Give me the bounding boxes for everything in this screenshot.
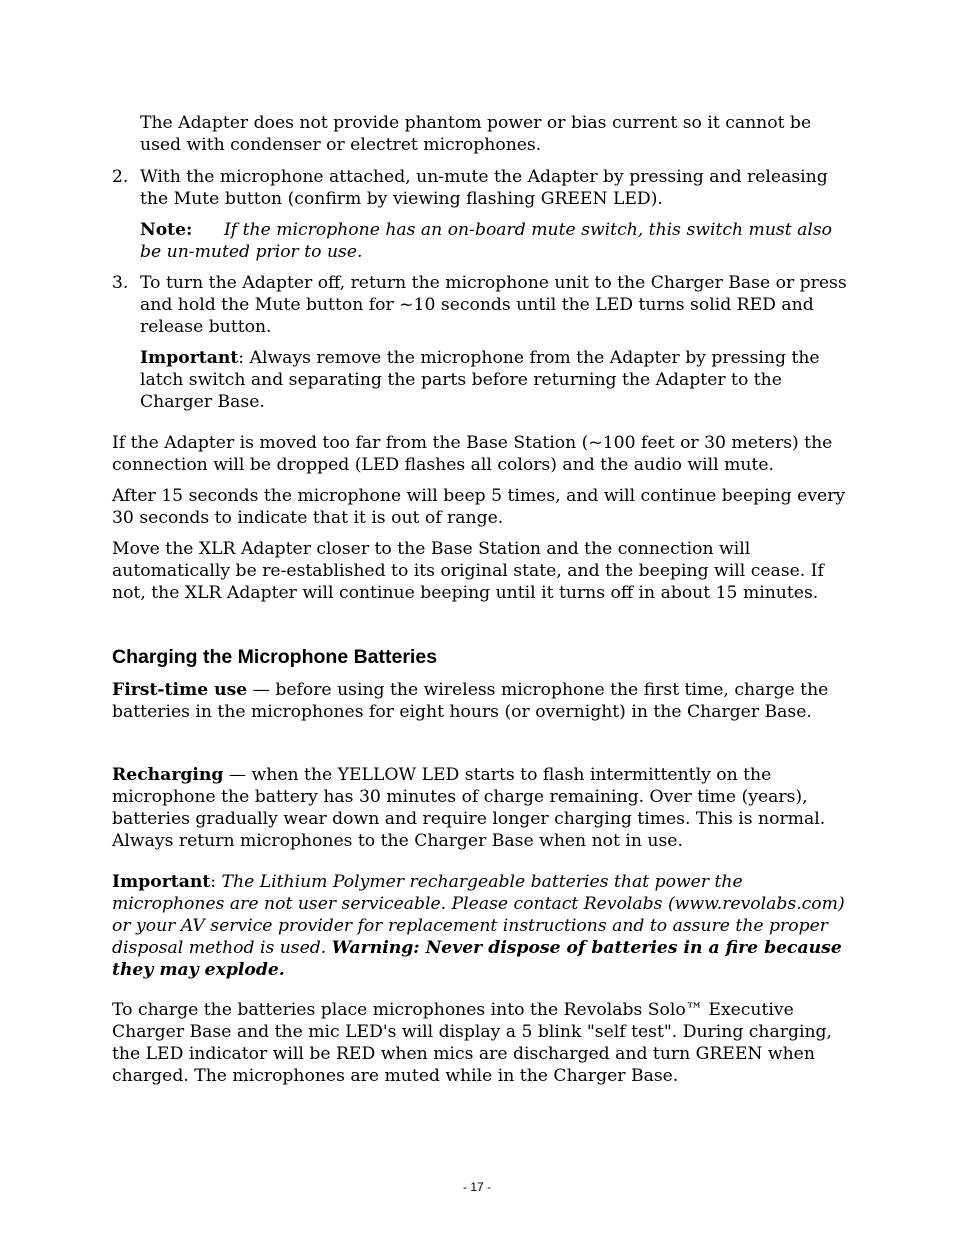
- recharging-text: — when the YELLOW LED starts to flash intermittently on the microphone the battery has 30 minutes of charge remaining. Over time (years), batteries gradually wear down and require longer charging times. This is normal. Always return microphones to the Charger Base when not in use.: [112, 765, 826, 851]
- important-label: Important: [140, 348, 239, 368]
- range-text-2: After 15 seconds the microphone will beep 5 times, and will continue beeping every 30 seconds to indicate that it is out of range.: [112, 486, 846, 528]
- battery-important-colon: :: [210, 872, 222, 892]
- fire-warning: Warning: Never dispose of batteries in a fire because they may explode.: [112, 938, 842, 980]
- range-paragraph-2: [112, 485, 852, 529]
- note-label: Note:: [140, 220, 193, 240]
- recharging-label: Recharging: [112, 765, 224, 785]
- page-number: - 17 -: [462, 1180, 491, 1194]
- range-paragraph-3: [112, 538, 852, 604]
- adapter-note-paragraph: [140, 112, 855, 156]
- step-2-text: With the microphone attached, un-mute the Adapter by pressing and releasing the Mute button (confirm by viewing flashing GREEN LED).: [140, 167, 828, 209]
- step-2-paragraph: [140, 166, 855, 210]
- step-3-important: [140, 347, 855, 413]
- charging-instructions-text: To charge the batteries place microphones into the Revolabs Solo™ Executive Charger Base and the mic LED's will display a 5 blink "self test". During charging, the LED indicator will be RED when mics are discharged and turn GREEN when charged. The microphones are muted while in the Charger Base.: [112, 1000, 833, 1086]
- range-text-3: Move the XLR Adapter closer to the Base Station and the connection will automatically be re-established to its original state, and the beeping will cease. If not, the XLR Adapter will continue beeping until it turns off in about 15 minutes.: [112, 539, 824, 603]
- first-time-use-paragraph: [112, 679, 852, 723]
- step-2-note: [140, 219, 855, 263]
- adapter-note-text: The Adapter does not provide phantom power or bias current so it cannot be used with condenser or electret microphones.: [140, 113, 812, 155]
- battery-important-paragraph: [112, 871, 852, 981]
- range-text-1: If the Adapter is moved too far from the Base Station (~100 feet or 30 meters) the connection will be dropped (LED flashes all colors) and the audio will mute.: [112, 433, 833, 475]
- battery-important-label: Important: [112, 872, 211, 892]
- section-heading: Charging the Microphone Batteries: [112, 646, 438, 668]
- battery-important-text: The Lithium Polymer rechargeable batteries that power the microphones are not user serviceable. Please contact Revolabs (www.revolabs.com) or your AV service provider for replacement instructions and to assure the proper disposal method is used.: [112, 872, 845, 958]
- step-3-text: To turn the Adapter off, return the microphone unit to the Charger Base or press and hold the Mute button for ~10 seconds until the LED turns solid RED and release button.: [140, 273, 847, 337]
- first-time-use-label: First-time use: [112, 680, 248, 700]
- recharging-paragraph: [112, 764, 852, 852]
- step-3-number: 3.: [112, 273, 129, 293]
- note-text: If the microphone has an on-board mute switch, this switch must also be un-muted prior to use.: [140, 220, 833, 262]
- step-3-paragraph: [140, 272, 855, 338]
- charging-instructions-paragraph: [112, 999, 852, 1087]
- important-text: : Always remove the microphone from the Adapter by pressing the latch switch and separating the parts before returning the Adapter to the Charger Base.: [140, 348, 820, 412]
- range-paragraph-1: [112, 432, 852, 476]
- step-2-number: 2.: [112, 167, 129, 187]
- first-time-use-text: — before using the wireless microphone the first time, charge the batteries in the microphones for eight hours (or overnight) in the Charger Base.: [112, 680, 829, 722]
